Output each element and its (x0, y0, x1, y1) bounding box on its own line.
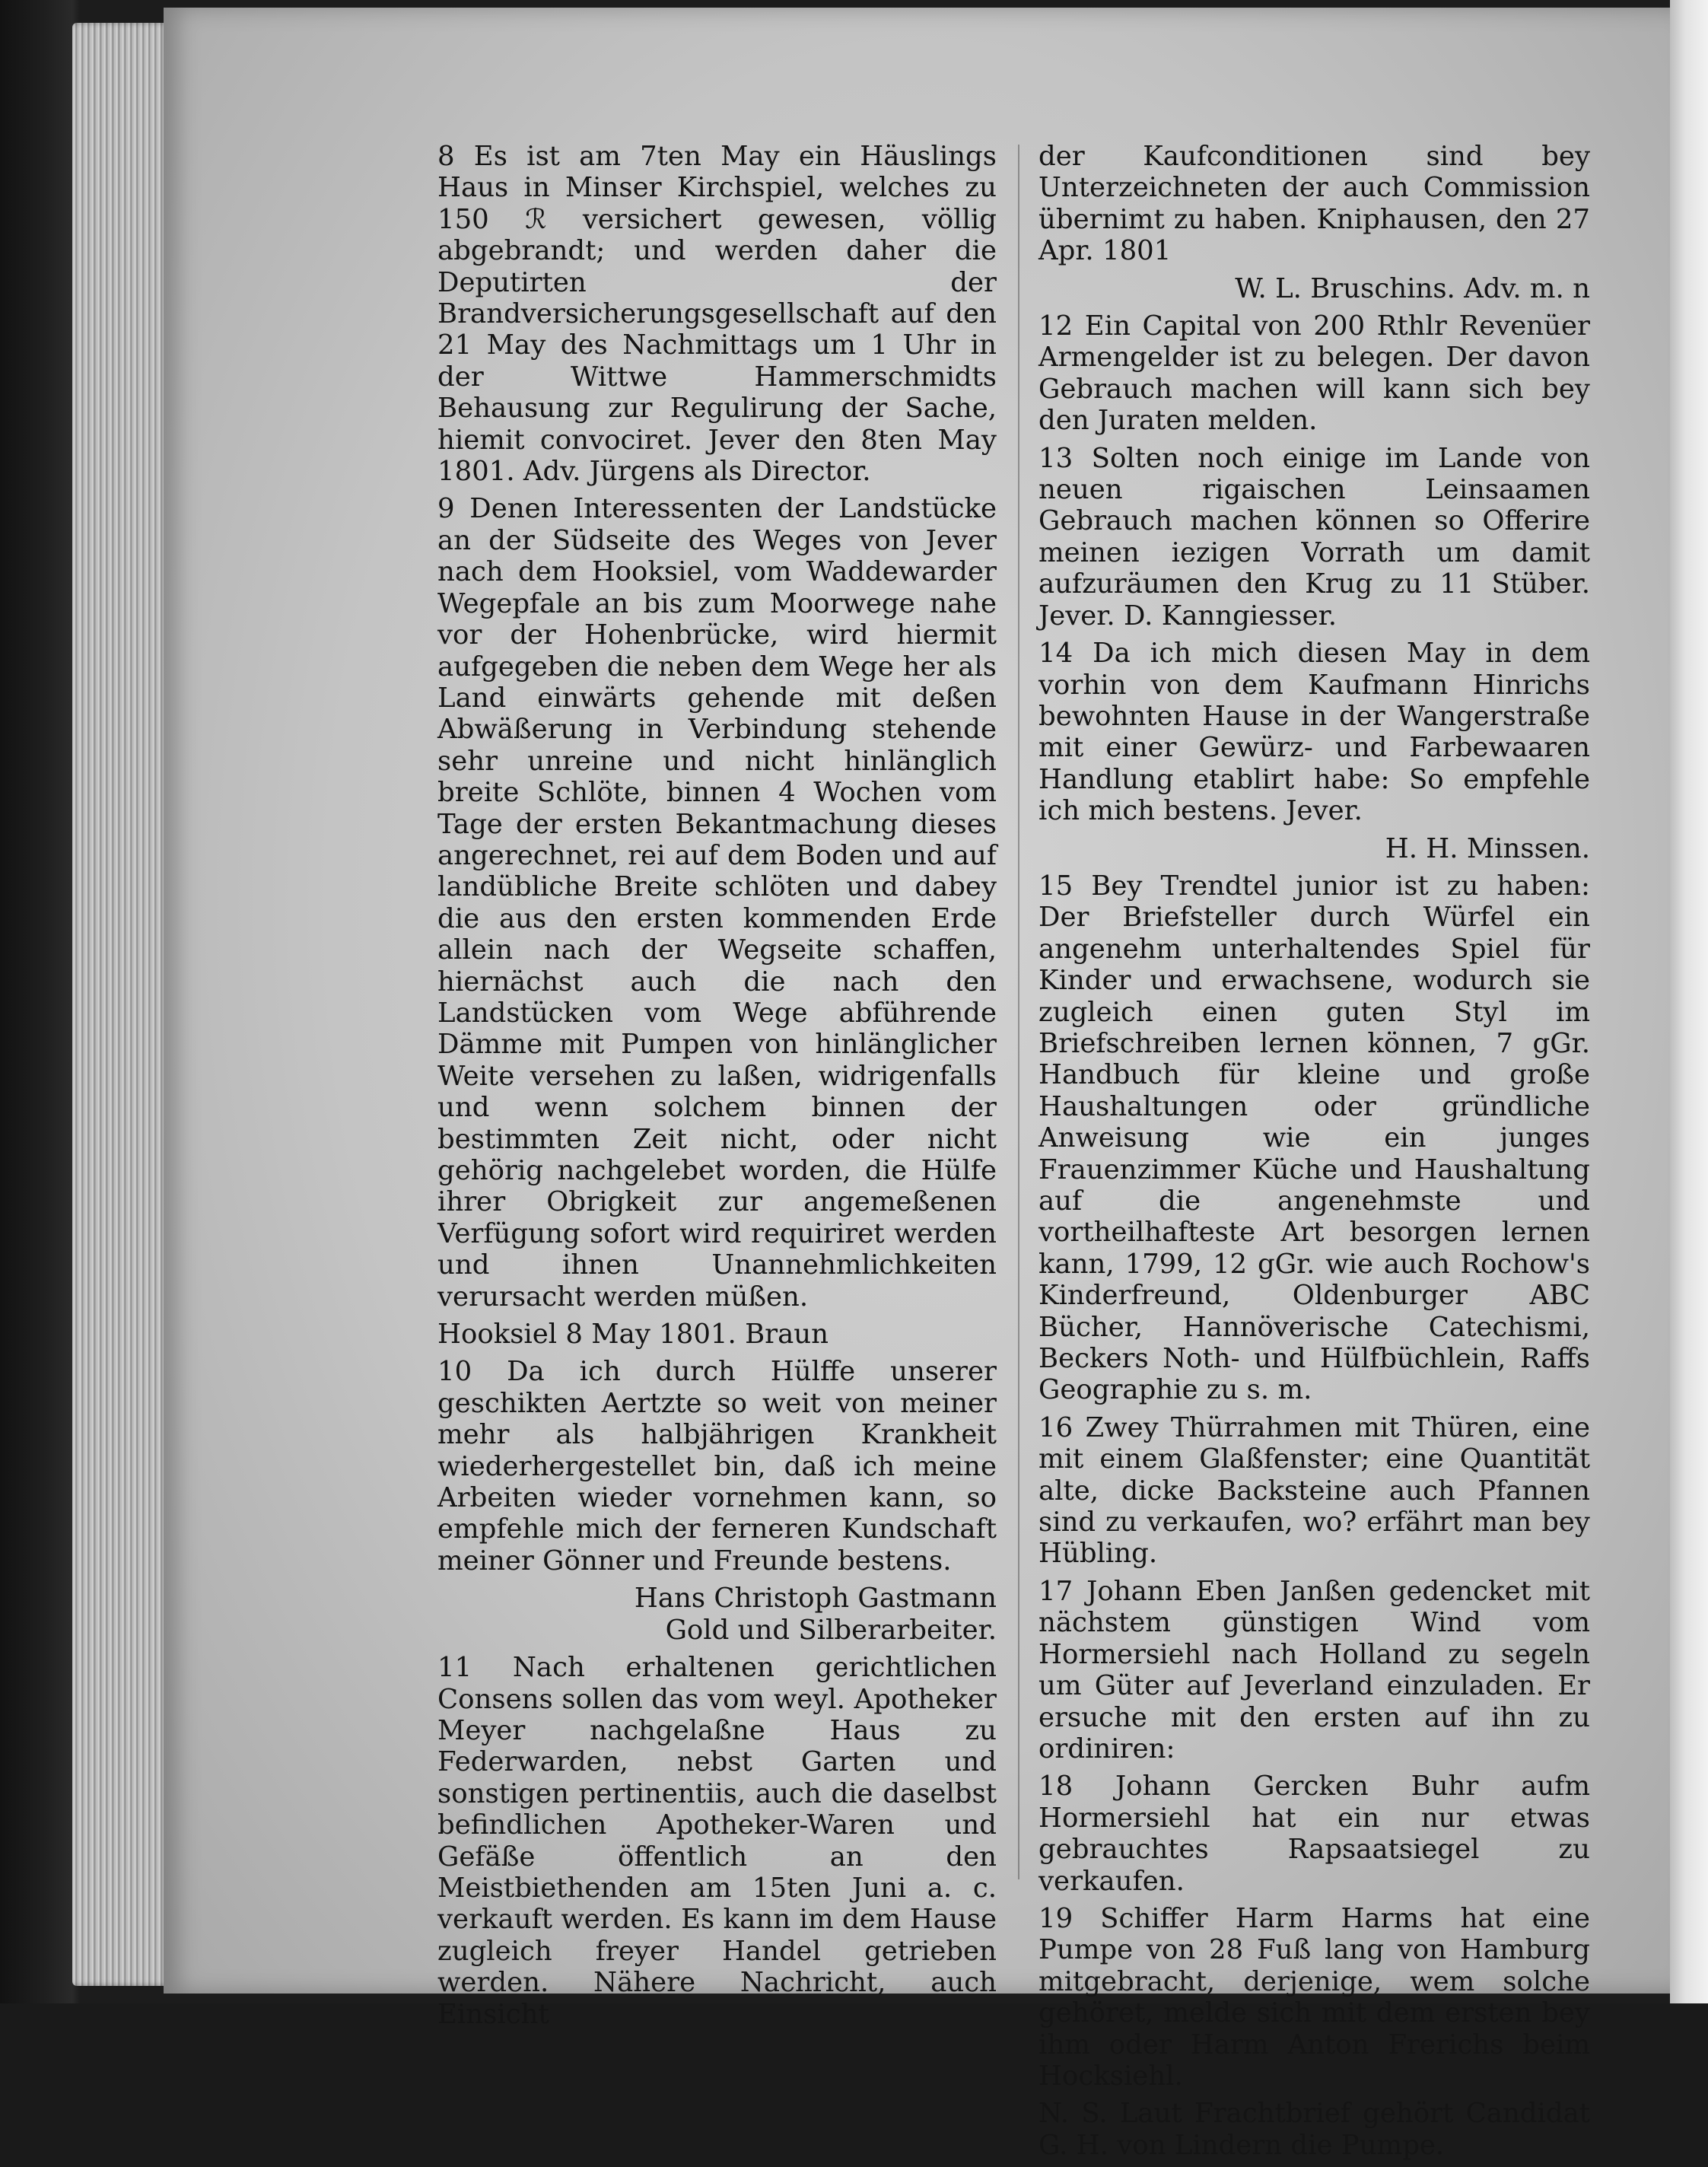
notice-9: 9 Denen Interessenten der Landstücke an der Südseite des Weges von Jever nach dem Hooksiel, vom Waddewarder Wegepfale an bis zum Moorwege nahe vor der Hohenbrücke, wird hiermit aufgegeben die neben dem Wege her als Land einwärts gehende mit deßen Abwäßerung in Verbindung stehende sehr unreine und nicht hinlänglich breite Schlöte, binnen 4 Wochen vom Tage der ersten Bekantmachung dieses angerechnet, rei auf dem Boden und auf landübliche Breite schlöten und dabey die aus den ersten kommenden Erde allein nach der Wegseite schaffen, hiernächst auch die nach den Landstücken vom Wege abführende Dämme mit Pumpen von hinlänglicher Weite versehen zu laßen, widrigenfalls und wenn solchem binnen der bestimmten Zeit nicht, oder nicht gehörig nachgelebet worden, die Hülfe ihrer Obrigkeit zur angemeßenen Verfügung sofort wird requiriret werden und ihnen Unannehmlichkeiten verursacht werden müßen. (437, 493, 997, 1313)
notice-11: 11 Nach erhaltenen gerichtlichen Consens sollen das vom weyl. Apotheker Meyer nachgelaßne Haus zu Federwarden, nebst Garten und sonstigen pertinentiis, auch die daselbst befindlichen Apotheker-Waren und Gefäße öffentlich an den Meistbiethenden am 15ten Juni a. c. verkauft werden. Es kann im dem Hause zugleich freyer Handel getrieben werden. Nähere Nachricht, auch Einsicht (437, 1652, 997, 2030)
left-column (437, 141, 997, 2036)
notice-9-signature: Hooksiel 8 May 1801. Braun (437, 1319, 829, 1351)
notice-11-continued: der Kaufconditionen sind bey Unterzeichneten der auch Commission übernimt zu haben. Kniphausen, den 27 Apr. 1801 (1038, 141, 1590, 267)
notice-14: 14 Da ich mich diesen May in dem vorhin von dem Kaufmann Hinrichs bewohnten Hause in der Wangerstraße mit einer Gewürz- und Farbewaaren Handlung etablirt habe: So empfehle ich mich bestens. Jever. (1038, 638, 1590, 827)
notice-11-signature: W. L. Bruschins. Adv. m. n (1235, 272, 1590, 304)
notice-15: 15 Bey Trendtel junior ist zu haben: Der Briefsteller durch Würfel ein angenehm unterhaltendes Spiel für Kinder und erwachsene, wodurch sie zugleich einen guten Styl im Briefschreiben lernen können, 7 gGr. Handbuch für kleine und große Haushaltungen oder gründliche Anweisung wie ein junges Frauenzimmer Küche und Haushaltung auf die angenehmste und vortheilhafteste Art besorgen lernen kann, 1799, 12 gGr. wie auch Rochow's Kinderfreund, Oldenburger ABC Bücher, Hannöverische Catechismi, Beckers Noth- und Hülfbüchlein, Raffs Geographie zu s. m. (1038, 870, 1590, 1406)
page-edges (72, 23, 171, 1986)
notice-19: 19 Schiffer Harm Harms hat eine Pumpe von 28 Fuß lang von Hamburg mitgebracht, derjenige, wem solche gehöret, melde sich mit dem ersten bey ihm oder Harm Anton Frerichs beim Hocksiehl. (1038, 1902, 1590, 2092)
notice-13: 13 Solten noch einige im Lande von neuen rigaischen Leinsaamen Gebrauch machen können so Offerire meinen iezigen Vorrath um damit aufzuräumen den Krug zu 11 Stüber. Jever. D. Kanngiesser. (1038, 442, 1590, 632)
notice-10-signature: Hans Christoph Gastmann Gold und Silberarbeiter. (634, 1583, 997, 1646)
notice-17: 17 Johann Eben Janßen gedencket mit nächstem günstigen Wind vom Hormersiehl nach Holland zu segeln um Güter auf Jeverland einzuladen. Er ersuche mit den ersten auf ihn zu ordiniren: (1038, 1575, 1590, 1764)
notice-12: 12 Ein Capital von 200 Rthlr Revenüer Armengelder ist zu belegen. Der davon Gebrauch machen will kann sich bey den Juraten melden. (1038, 310, 1590, 437)
notice-18: 18 Johann Gercken Buhr aufm Hormersiehl hat ein nur etwas gebrauchtes Rapsaatsiegel zu verkaufen. (1038, 1771, 1590, 1897)
notice-14-signature: H. H. Minssen. (1385, 832, 1590, 864)
facing-page-edge (1670, 0, 1708, 2003)
notice-8: 8 Es ist am 7ten May ein Häuslings Haus in Minser Kirchspiel, welches zu 150 ℛ versichert gewesen, völlig abgebrandt; und werden daher die Deputirten der Brandversicherungsgesellschaft auf den 21 May des Nachmittags um 1 Uhr in der Wittwe Hammerschmidts Behausung zur Regulirung der Sache, hiemit convociret. Jever den 8ten May 1801. Adv. Jürgens als Director. (437, 141, 997, 488)
right-column (1038, 141, 1590, 2167)
column-divider (1018, 145, 1019, 1879)
notice-16: 16 Zwey Thürrahmen mit Thüren, eine mit einem Glaßfenster; eine Quantität alte, dicke Backsteine auch Pfannen sind zu verkaufen, wo? erfährt man bey Hübling. (1038, 1411, 1590, 1570)
notice-10: 10 Da ich durch Hülffe unserer geschikten Aertzte so weit von meiner mehr als halbjährigen Krankheit wiederhergestellet bin, daß ich meine Arbeiten wieder vornehmen kann, so empfehle mich der ferneren Kundschaft meiner Gönner und Freunde bestens. (437, 1356, 997, 1577)
postscript: N. S. Laut Frachtbrief gehört Candidat G. H. von Lindern die Pumpe. (1038, 2098, 1590, 2161)
